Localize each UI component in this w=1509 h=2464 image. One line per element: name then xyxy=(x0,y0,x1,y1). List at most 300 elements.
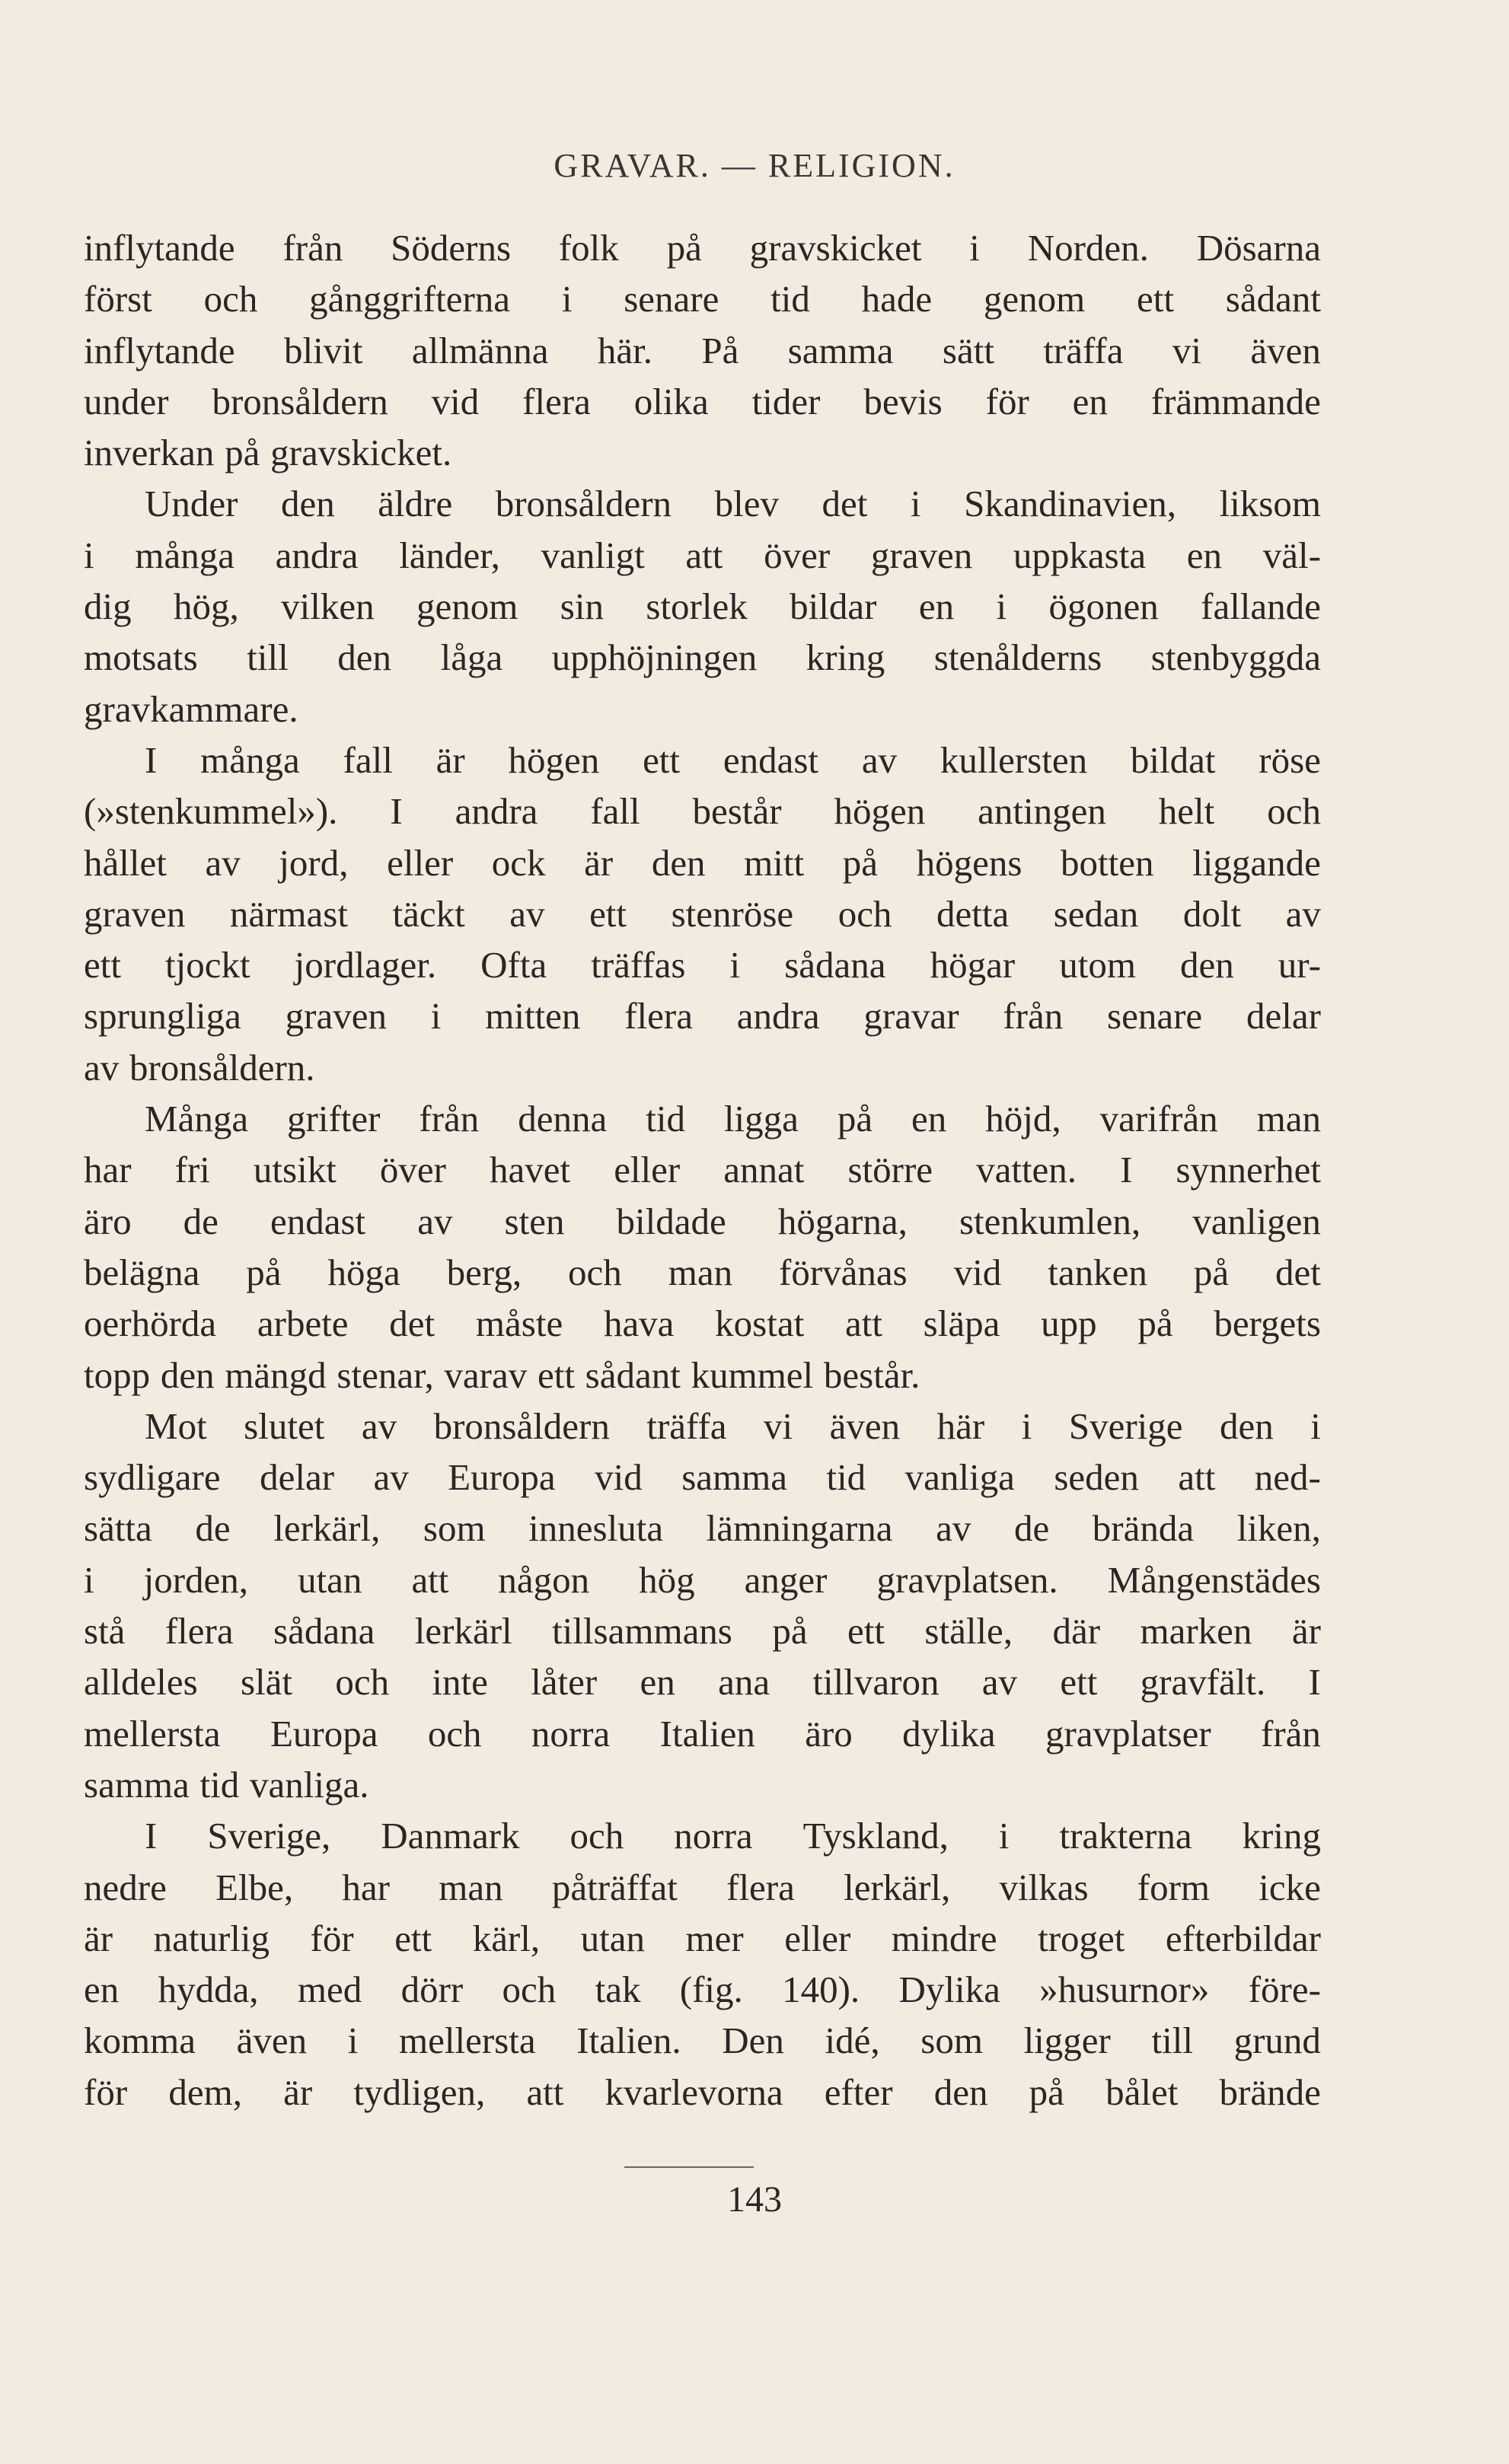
word: tillsammans xyxy=(552,1610,732,1653)
word: till xyxy=(247,636,289,679)
word: närmast xyxy=(229,892,348,935)
word: här xyxy=(936,1404,985,1447)
word: varifrån xyxy=(1099,1098,1218,1140)
word: före- xyxy=(1248,1968,1321,2011)
word: de xyxy=(1013,1507,1050,1550)
word: eller xyxy=(784,1917,851,1959)
word: vid xyxy=(595,1456,643,1499)
word: dylika xyxy=(902,1712,996,1755)
text-line xyxy=(84,786,1321,837)
word: delar xyxy=(260,1456,335,1499)
word: och xyxy=(837,892,892,935)
word: i xyxy=(430,995,442,1038)
word: högarna, xyxy=(777,1200,908,1242)
word: helt xyxy=(1158,790,1215,833)
word: man xyxy=(668,1251,733,1293)
word: botten xyxy=(1061,841,1154,884)
word: högen xyxy=(508,738,600,781)
word: antingen xyxy=(978,790,1106,833)
word: gravplatser xyxy=(1045,1712,1211,1755)
text-line xyxy=(84,1196,1321,1247)
word: främmande xyxy=(1150,380,1321,422)
word: Elbe, xyxy=(215,1866,294,1908)
word: i xyxy=(996,585,1007,628)
word: mitt xyxy=(744,841,805,884)
word: från xyxy=(282,227,343,269)
word: tydligen, xyxy=(353,2070,486,2113)
word: vanliga xyxy=(904,1456,1015,1499)
word: slutet xyxy=(244,1404,325,1447)
page-number: 143 xyxy=(727,2179,782,2220)
word: Den xyxy=(722,2019,784,2062)
word: mer xyxy=(685,1917,744,1959)
word: vatten. xyxy=(976,1149,1077,1191)
word: I xyxy=(145,1815,158,1857)
word: Italien. xyxy=(576,2019,681,2062)
word: brände xyxy=(1219,2070,1321,2113)
word: över xyxy=(379,1149,446,1191)
word: (fig. xyxy=(679,1968,743,2011)
word: dolt xyxy=(1182,892,1242,935)
text-line xyxy=(84,1708,1321,1759)
word: av xyxy=(936,1507,971,1550)
text-line xyxy=(84,735,1321,786)
word: sin xyxy=(560,585,604,628)
word: vanligen xyxy=(1192,1200,1321,1242)
word: en xyxy=(1072,380,1108,422)
word: belägna xyxy=(84,1251,200,1293)
word: man xyxy=(1256,1098,1321,1140)
word: från xyxy=(1003,995,1064,1038)
text-line xyxy=(84,1093,1321,1144)
word: tillvaron xyxy=(812,1661,940,1704)
word: grund xyxy=(1233,2019,1321,2062)
word: många xyxy=(200,738,300,781)
word: arbete xyxy=(257,1302,349,1345)
word: mellersta xyxy=(398,2019,536,2062)
word: sedan xyxy=(1053,892,1139,935)
word: dem, xyxy=(168,2070,242,2113)
word: i xyxy=(969,227,980,269)
word: Många xyxy=(145,1098,249,1140)
word: naturlig xyxy=(153,1917,270,1959)
word: sätt xyxy=(942,329,994,371)
word: Under xyxy=(145,483,238,525)
word: på xyxy=(1029,2070,1064,2113)
word: bronsåldern xyxy=(495,483,672,525)
word: Dösarna xyxy=(1196,227,1321,269)
word: utom xyxy=(1059,944,1136,987)
word: detta xyxy=(936,892,1010,935)
word: kring xyxy=(806,636,885,679)
word: vanliga. xyxy=(249,1763,369,1806)
word: en xyxy=(918,585,955,628)
word: höjd, xyxy=(985,1098,1061,1140)
word: samma xyxy=(681,1456,787,1499)
word: under xyxy=(84,380,169,422)
word: »husurnor» xyxy=(1039,1968,1210,2011)
word: efterbildar xyxy=(1165,1917,1321,1959)
word: gravskicket. xyxy=(270,432,452,474)
text-line xyxy=(84,684,1321,735)
word: Sverige, xyxy=(207,1815,331,1857)
word: denna xyxy=(518,1098,608,1140)
word: olika xyxy=(633,380,709,422)
word: liksom xyxy=(1219,483,1321,525)
text-line xyxy=(84,990,1321,1041)
word: träffa xyxy=(646,1404,727,1447)
word: eller xyxy=(387,841,454,884)
word: gånggrifterna xyxy=(309,278,511,320)
word: högen xyxy=(834,790,926,833)
word: Ofta xyxy=(480,944,547,987)
word: och xyxy=(427,1712,482,1755)
word: fall xyxy=(590,790,640,833)
word: 140). xyxy=(782,1968,860,2011)
word: låter xyxy=(531,1661,598,1704)
word: på xyxy=(666,227,702,269)
word: eller xyxy=(614,1149,681,1191)
word: bergets xyxy=(1214,1302,1321,1345)
word: från xyxy=(1261,1712,1321,1755)
word: att xyxy=(685,534,723,576)
word: bildar xyxy=(790,585,877,628)
word: även xyxy=(829,1404,901,1447)
footer-rule xyxy=(624,2166,754,2168)
word: fallande xyxy=(1201,585,1321,628)
word: på xyxy=(225,432,260,474)
word: norra xyxy=(674,1815,753,1857)
word: Europa xyxy=(270,1712,378,1755)
word: tid xyxy=(199,1763,240,1806)
text-line xyxy=(84,1862,1321,1913)
word: hög xyxy=(639,1558,695,1601)
word: gravskicket xyxy=(749,227,922,269)
word: gravfält. xyxy=(1140,1661,1266,1704)
text-line xyxy=(84,1964,1321,2015)
word: hög, xyxy=(174,585,239,628)
word: andra xyxy=(455,790,538,833)
word: Sverige xyxy=(1068,1404,1183,1447)
word: sprungliga xyxy=(84,995,241,1038)
word: tjockt xyxy=(165,944,250,987)
word: av xyxy=(509,892,545,935)
word: ur- xyxy=(1278,944,1321,987)
word: komma xyxy=(84,2019,196,2062)
word: på xyxy=(1193,1251,1230,1293)
word: inverkan xyxy=(84,432,215,474)
word: den xyxy=(651,841,706,884)
word: sådant xyxy=(1225,278,1321,320)
word: ställe, xyxy=(924,1610,1013,1653)
word: vi xyxy=(1172,329,1201,371)
body-text xyxy=(84,222,1321,2118)
word: liken, xyxy=(1236,1507,1321,1550)
text-line xyxy=(84,1759,1321,1810)
word: gravkammare. xyxy=(84,687,298,730)
word: i xyxy=(84,1558,94,1601)
word: stenkumlen, xyxy=(959,1200,1141,1242)
word: är xyxy=(1291,1610,1321,1653)
word: kullersten xyxy=(940,738,1088,781)
word: äro xyxy=(84,1200,132,1242)
word: inte xyxy=(432,1661,488,1704)
word: och xyxy=(569,1815,624,1857)
word: bildat xyxy=(1130,738,1216,781)
word: att xyxy=(1178,1456,1216,1499)
word: hydda, xyxy=(158,1968,259,2011)
word: liggande xyxy=(1192,841,1321,884)
text-line xyxy=(84,530,1321,581)
word: träffas xyxy=(591,944,686,987)
word: senare xyxy=(624,278,719,320)
text-line xyxy=(84,2015,1321,2066)
text-line xyxy=(84,1452,1321,1503)
word: stenbyggda xyxy=(1150,636,1321,679)
word: i xyxy=(910,483,921,525)
word: en xyxy=(1186,534,1223,576)
word: fall xyxy=(343,738,393,781)
word: av xyxy=(361,1404,397,1447)
word: jord, xyxy=(279,841,349,884)
word: den xyxy=(160,1353,215,1396)
word: vanligt xyxy=(541,534,645,576)
word: att xyxy=(844,1302,882,1345)
word: vilkas xyxy=(999,1866,1089,1908)
word: och xyxy=(502,1968,557,2011)
word: gravar xyxy=(863,995,959,1038)
word: de xyxy=(195,1507,231,1550)
word: är xyxy=(84,1917,113,1959)
word: ana xyxy=(718,1661,770,1704)
word: trakterna xyxy=(1059,1815,1192,1857)
word: Italien xyxy=(659,1712,755,1755)
word: mindre xyxy=(891,1917,997,1959)
word: träffa xyxy=(1043,329,1124,371)
word: för xyxy=(84,2070,128,2113)
word: har xyxy=(84,1149,132,1191)
text-line xyxy=(84,1656,1321,1707)
word: marken xyxy=(1140,1610,1252,1653)
word: grifter xyxy=(287,1098,381,1140)
word: inflytande xyxy=(84,227,235,269)
word: I xyxy=(390,790,403,833)
word: den xyxy=(337,636,392,679)
word: tanken xyxy=(1048,1251,1147,1293)
text-line xyxy=(84,325,1321,376)
word: sådant xyxy=(585,1353,681,1396)
word: endast xyxy=(723,738,819,781)
word: och xyxy=(1267,790,1321,833)
word: bildade xyxy=(616,1200,726,1242)
word: slät xyxy=(240,1661,293,1704)
word: bronsåldern xyxy=(433,1404,610,1447)
running-head: GRAVAR. — RELIGION. xyxy=(554,147,955,184)
word: på xyxy=(842,841,878,884)
word: ligga xyxy=(723,1098,799,1140)
word: vid xyxy=(953,1251,1002,1293)
word: seden xyxy=(1054,1456,1139,1499)
word: bålet xyxy=(1105,2070,1179,2113)
text-line xyxy=(84,1503,1321,1554)
word: i xyxy=(1310,1404,1321,1447)
word: vilken xyxy=(281,585,375,628)
word: ett xyxy=(84,944,121,987)
word: äro xyxy=(805,1712,853,1755)
word: på xyxy=(1137,1302,1173,1345)
word: samma xyxy=(787,329,894,371)
word: anger xyxy=(744,1558,828,1601)
word: Dylika xyxy=(898,1968,1000,2011)
word: många xyxy=(135,534,234,576)
word: stenar, xyxy=(337,1353,434,1396)
word: även xyxy=(236,2019,308,2062)
word: kring xyxy=(1242,1815,1321,1857)
word: upphöjningen xyxy=(551,636,758,679)
word: lerkärl xyxy=(414,1610,512,1653)
word: som xyxy=(423,1507,486,1550)
word: folk xyxy=(558,227,619,269)
word: annat xyxy=(723,1149,805,1191)
word: på xyxy=(772,1610,808,1653)
word: ligger xyxy=(1023,2019,1111,2062)
word: man xyxy=(439,1866,503,1908)
word: graven xyxy=(285,995,387,1038)
word: jordlager. xyxy=(294,944,437,987)
word: i xyxy=(1021,1404,1032,1447)
word: Tyskland, xyxy=(802,1815,949,1857)
word: ett xyxy=(394,1917,432,1959)
word: även xyxy=(1250,329,1321,371)
word: lämningarna xyxy=(706,1507,893,1550)
word: ned- xyxy=(1254,1456,1321,1499)
word: först xyxy=(84,278,152,320)
word: sätta xyxy=(84,1507,152,1550)
word: sydligare xyxy=(84,1456,221,1499)
word: andra xyxy=(275,534,359,576)
word: ett xyxy=(1137,278,1174,320)
word: av xyxy=(205,841,241,884)
text-line xyxy=(84,1298,1321,1349)
word: är xyxy=(435,738,465,781)
word: lerkärl, xyxy=(844,1866,951,1908)
word: flera xyxy=(164,1610,234,1653)
word: äldre xyxy=(378,483,453,525)
word: som xyxy=(920,2019,983,2062)
word: en xyxy=(84,1968,120,2011)
word: tid xyxy=(826,1456,866,1499)
word: troget xyxy=(1038,1917,1125,1959)
word: i xyxy=(561,278,573,320)
word: bronsåldern xyxy=(212,380,388,422)
word: ögonen xyxy=(1048,585,1159,628)
word: på xyxy=(246,1251,282,1293)
word: de xyxy=(183,1200,219,1242)
word: kostat xyxy=(715,1302,805,1345)
word: ett xyxy=(589,892,627,935)
word: för xyxy=(985,380,1029,422)
word: i xyxy=(84,534,94,576)
word: lerkärl, xyxy=(273,1507,381,1550)
word: tider xyxy=(751,380,821,422)
word: synnerhet xyxy=(1176,1149,1321,1191)
word: och xyxy=(335,1661,390,1704)
word: efter xyxy=(824,2070,893,2113)
word: innesluta xyxy=(528,1507,664,1550)
word: den xyxy=(933,2070,988,2113)
text-line xyxy=(84,1554,1321,1605)
word: havet xyxy=(490,1149,571,1191)
word: I xyxy=(1308,1661,1321,1704)
word: (»stenkummel»). xyxy=(84,790,338,833)
word: blev xyxy=(714,483,779,525)
word: stenålderns xyxy=(933,636,1102,679)
word: av xyxy=(373,1456,409,1499)
text-line xyxy=(84,273,1321,324)
word: någon xyxy=(498,1558,590,1601)
word: Mångenstädes xyxy=(1107,1558,1321,1601)
word: i xyxy=(347,2019,359,2062)
text-line xyxy=(84,1810,1321,1861)
word: allmänna xyxy=(411,329,549,371)
word: ett xyxy=(643,738,681,781)
word: tak xyxy=(595,1968,641,2011)
word: det xyxy=(389,1302,435,1345)
word: från xyxy=(419,1098,480,1140)
word: hade xyxy=(861,278,933,320)
word: Europa xyxy=(448,1456,556,1499)
word: i xyxy=(998,1815,1010,1857)
word: uppkasta xyxy=(1013,534,1147,576)
word: tid xyxy=(646,1098,685,1140)
word: och xyxy=(568,1251,622,1293)
text-line xyxy=(84,1247,1321,1298)
word: av xyxy=(861,738,898,781)
word: större xyxy=(847,1149,933,1191)
word: till xyxy=(1151,2019,1193,2062)
word: av xyxy=(417,1200,453,1242)
word: utan xyxy=(580,1917,646,1959)
word: hava xyxy=(603,1302,675,1345)
word: för xyxy=(310,1917,354,1959)
word: graven xyxy=(84,892,186,935)
word: mitten xyxy=(485,995,581,1038)
word: högens xyxy=(916,841,1022,884)
word: det xyxy=(1275,1251,1321,1293)
word: berg, xyxy=(446,1251,522,1293)
word: sådana xyxy=(784,944,886,987)
word: väl- xyxy=(1262,534,1321,576)
text-line xyxy=(84,888,1321,939)
word: idé, xyxy=(825,2019,880,2062)
word: är xyxy=(584,841,614,884)
word: Mot xyxy=(145,1404,207,1447)
word: ett xyxy=(1060,1661,1098,1704)
text-line xyxy=(84,939,1321,990)
word: storlek xyxy=(646,585,748,628)
text-line xyxy=(84,427,1321,478)
word: oerhörda xyxy=(84,1302,217,1345)
word: fri xyxy=(174,1149,210,1191)
word: av xyxy=(1285,892,1321,935)
word: förvånas xyxy=(779,1251,908,1293)
text-line xyxy=(84,632,1321,683)
text-line xyxy=(84,1042,1321,1093)
word: andra xyxy=(736,995,820,1038)
word: måste xyxy=(475,1302,563,1345)
word: flera xyxy=(522,380,591,422)
word: Norden. xyxy=(1027,227,1149,269)
